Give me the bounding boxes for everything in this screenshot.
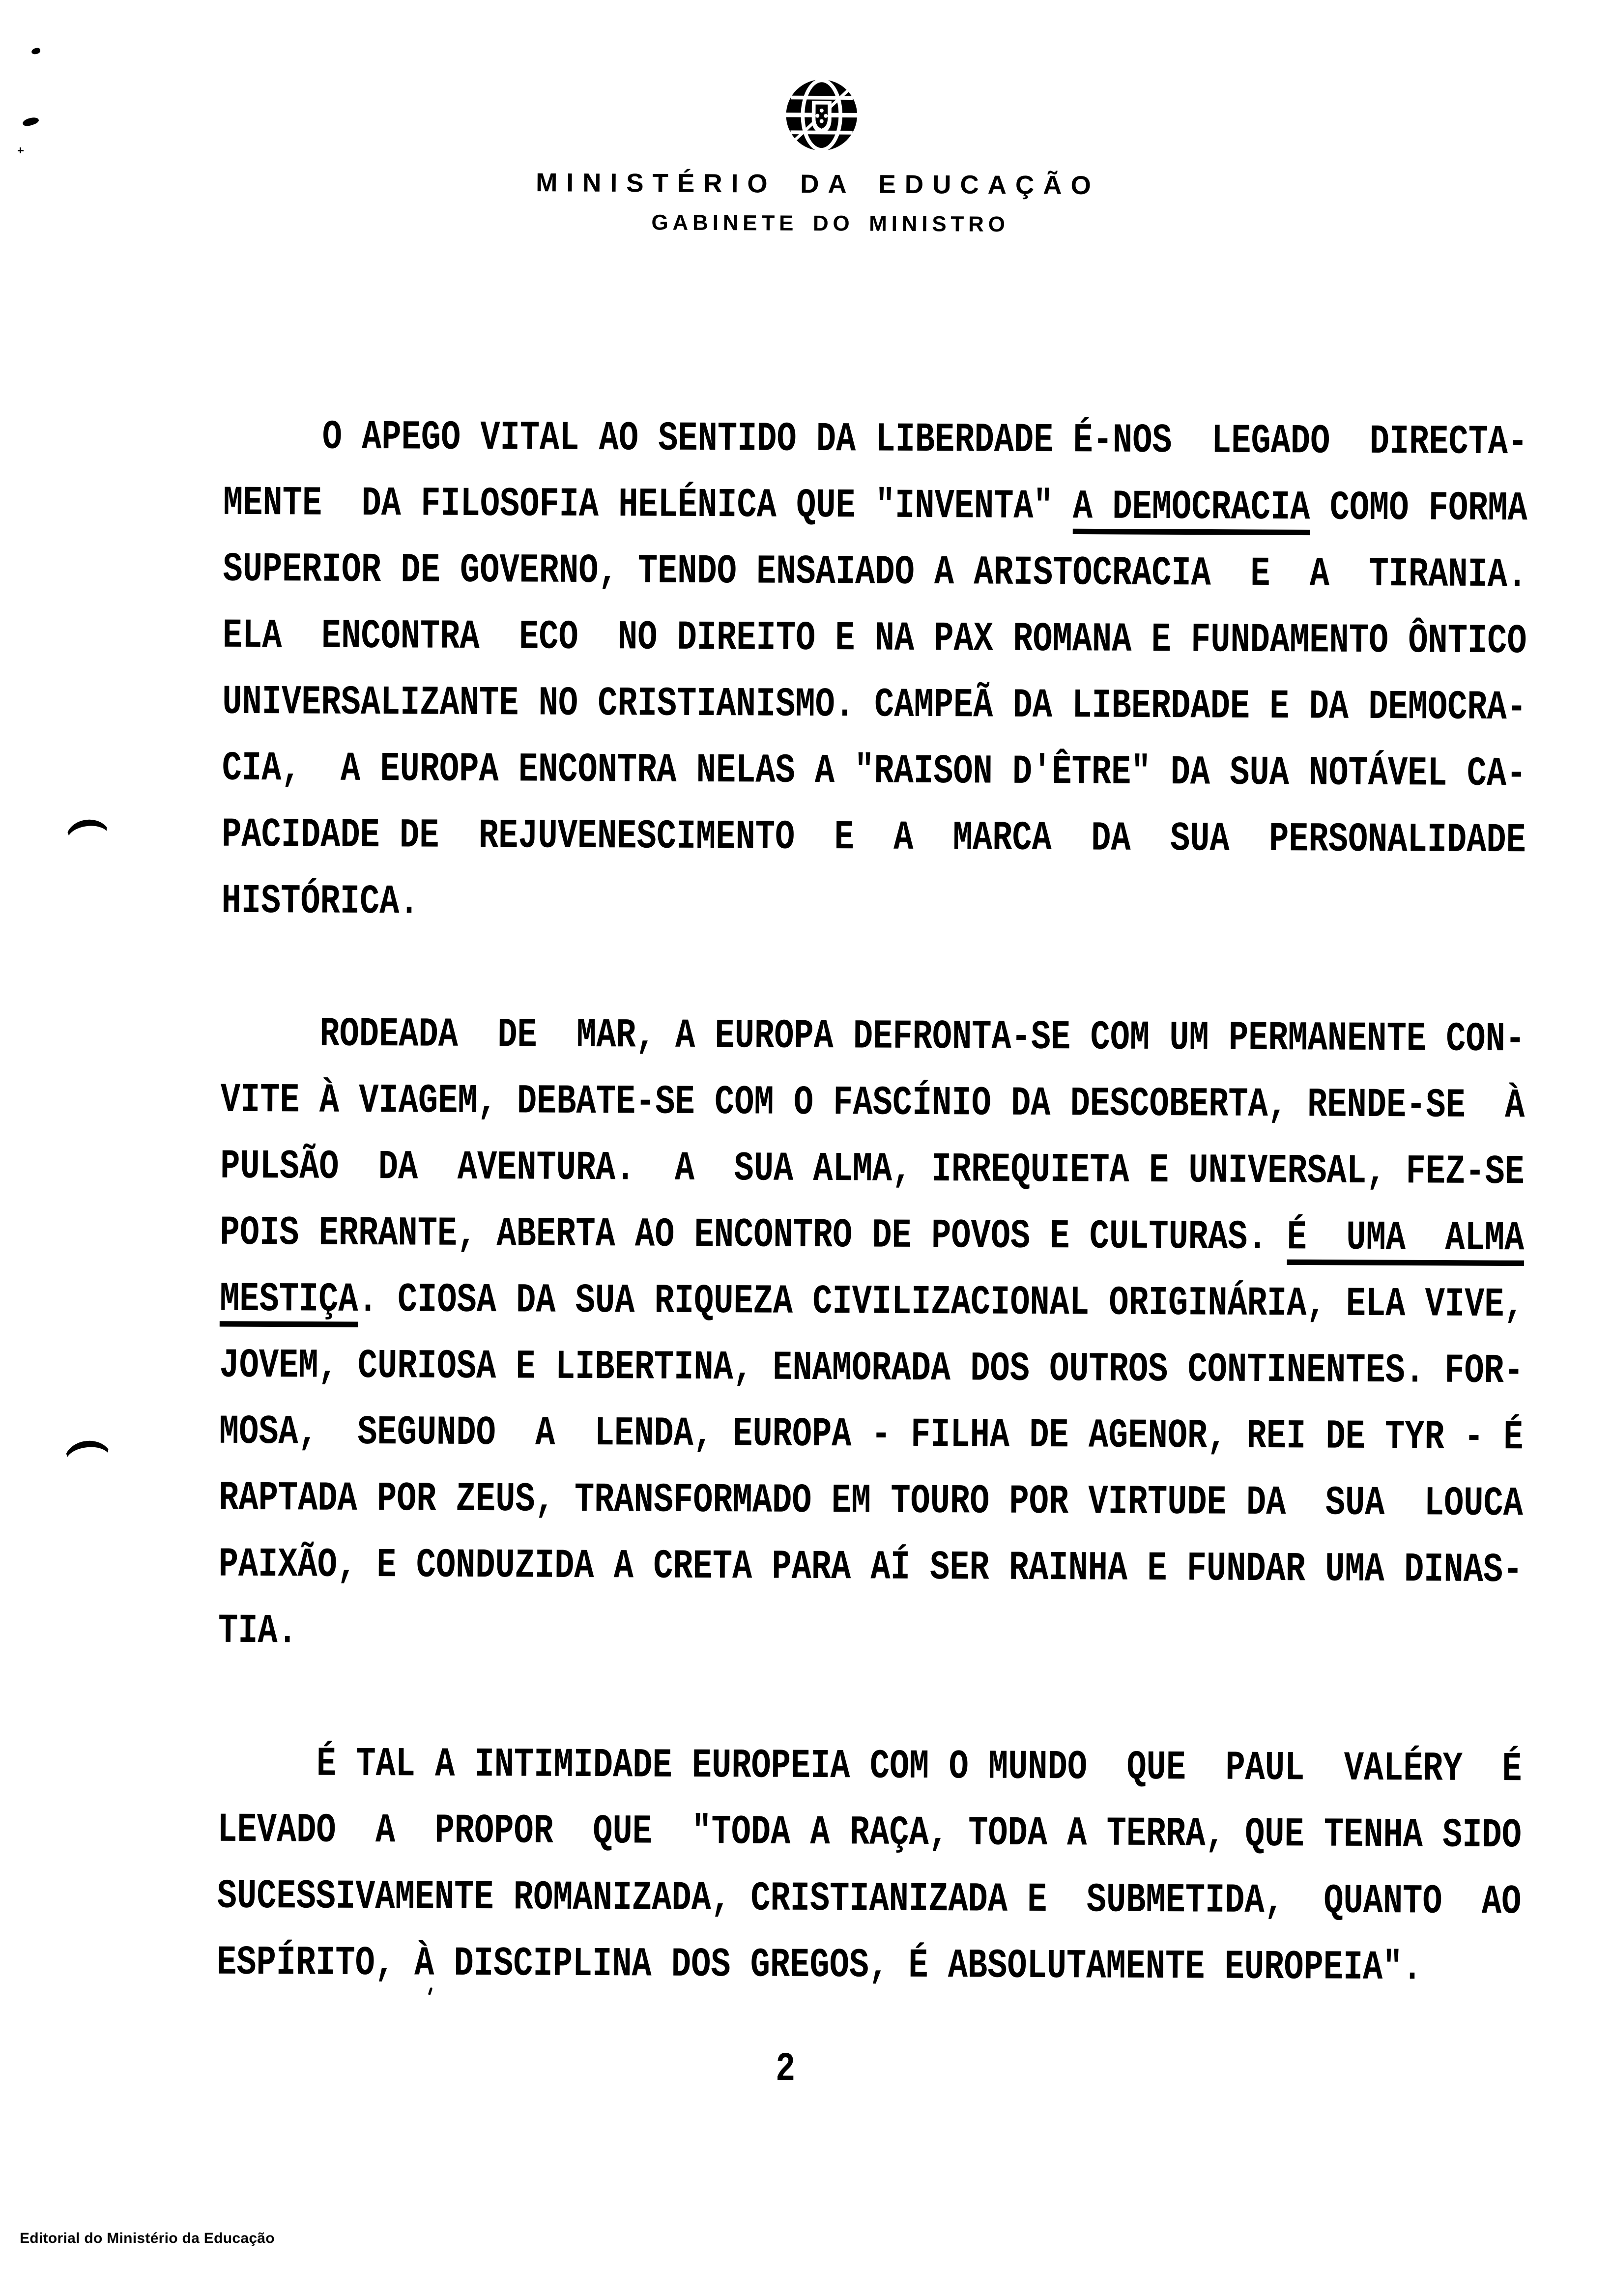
typewritten-line — [220, 1200, 1524, 1272]
text-segment: . CIOSA DA SUA RIQUEZA CIVILIZACIONAL ORIGINÁRIA, ELA VIVE, — [358, 1277, 1524, 1329]
page-number: 2 — [776, 2046, 796, 2093]
typewritten-line — [217, 1864, 1521, 1936]
office-subtitle: GABINETE DO MINISTRO — [651, 210, 1009, 237]
text-segment: RAPTADA POR ZEUS, TRANSFORMADO EM TOURO POR VIRTUDE DA SUA LOUCA — [219, 1475, 1524, 1528]
typewritten-line — [221, 868, 1526, 941]
letterhead — [0, 0, 1612, 237]
text-segment: RODEADA DE MAR, A EUROPA DEFRONTA-SE COM UM PERMANENTE CON- — [221, 1010, 1526, 1063]
text-segment: VITE À VIAGEM, DEBATE-SE COM O FASCÍNIO DA DESCOBERTA, RENDE-SE À — [220, 1077, 1525, 1130]
typewritten-line — [219, 1399, 1524, 1471]
text-segment: MENTE DA FILOSOFIA HELÉNICA QUE "INVENTA" — [223, 480, 1073, 531]
paragraph — [218, 1001, 1526, 1670]
underlined-text: MESTIÇA — [219, 1276, 358, 1324]
footer-imprint: Editorial do Ministério da Educação — [20, 2230, 275, 2246]
typewritten-line — [218, 1598, 1523, 1670]
typewritten-line — [223, 470, 1527, 543]
margin-arc-artifact — [63, 1438, 113, 1468]
typewritten-text-block — [217, 404, 1528, 2002]
typewritten-line — [220, 1266, 1524, 1339]
typewritten-line — [217, 1797, 1522, 1869]
text-segment: SUCESSIVAMENTE ROMANIZADA, CRISTIANIZADA E SUBMETIDA, QUANTO AO — [217, 1873, 1522, 1926]
typewritten-line — [218, 1532, 1523, 1604]
text-segment: HISTÓRICA. — [221, 878, 419, 926]
text-segment: MOSA, SEGUNDO A LENDA, EUROPA - FILHA DE AGENOR, REI DE TYR - É — [219, 1408, 1524, 1462]
ink-blob-artifact — [22, 115, 39, 128]
typewritten-line — [221, 1067, 1525, 1140]
text-segment: LEVADO A PROPOR QUE "TODA A RAÇA, TODA A TERRA, QUE TENHA SIDO — [217, 1807, 1522, 1860]
plus-mark-artifact — [20, 147, 21, 153]
typewritten-line — [222, 736, 1526, 808]
typewritten-line — [218, 1731, 1522, 1803]
underlined-text: A DEMOCRACIA — [1072, 484, 1310, 532]
typewritten-line — [221, 1001, 1525, 1073]
typewritten-line — [217, 1930, 1521, 2002]
text-segment: POIS ERRANTE, ABERTA AO ENCONTRO DE POVOS E CULTURAS. — [220, 1209, 1287, 1262]
typewritten-line — [219, 1465, 1523, 1538]
typewritten-line — [223, 537, 1527, 609]
paragraph — [221, 404, 1527, 941]
text-segment: PACIDADE DE REJUVENESCIMENTO E A MARCA DA SUA PERSONALIDADE — [221, 811, 1526, 864]
text-segment: UNIVERSALIZANTE NO CRISTIANISMO. CAMPEÃ DA LIBERDADE E DA DEMOCRA- — [222, 679, 1527, 732]
typewritten-line — [219, 1333, 1524, 1405]
text-segment: CIA, A EUROPA ENCONTRA NELAS A "RAISON D'ÊTRE" DA SUA NOTÁVEL CA- — [222, 745, 1526, 798]
armillary-sphere-logo-icon — [783, 76, 860, 155]
text-segment: SUPERIOR DE GOVERNO, TENDO ENSAIADO A ARISTOCRACIA E A TIRANIA. — [223, 546, 1527, 599]
underlined-text: É UMA ALMA — [1287, 1214, 1525, 1263]
typewritten-line — [222, 669, 1526, 742]
typewritten-line — [223, 603, 1527, 675]
text-segment: O APEGO VITAL AO SENTIDO DA LIBERDADE É-NOS LEGADO DIRECTA- — [223, 413, 1528, 466]
text-segment: ESPÍRITO, À DISCIPLINA DOS GREGOS, É ABSOLUTAMENTE EUROPEIA". — [216, 1939, 1422, 1992]
typewritten-line — [222, 802, 1526, 874]
paragraph — [217, 1731, 1522, 2002]
text-segment: É TAL A INTIMIDADE EUROPEIA COM O MUNDO QUE PAUL VALÉRY É — [217, 1740, 1522, 1793]
ministry-title: MINISTÉRIO DA EDUCAÇÃO — [536, 168, 1100, 201]
text-segment: COMO FORMA — [1310, 485, 1527, 533]
ink-blob-artifact — [31, 47, 41, 55]
text-segment: JOVEM, CURIOSA E LIBERTINA, ENAMORADA DOS OUTROS CONTINENTES. FOR- — [219, 1342, 1524, 1395]
margin-arc-artifact — [64, 817, 111, 847]
text-segment: PAIXÃO, E CONDUZIDA A CRETA PARA AÍ SER RAINHA E FUNDAR UMA DINAS- — [218, 1541, 1523, 1594]
typewritten-line — [223, 404, 1527, 476]
text-segment: PULSÃO DA AVENTURA. A SUA ALMA, IRREQUIETA E UNIVERSAL, FEZ-SE — [220, 1143, 1525, 1196]
text-segment: ELA ENCONTRA ECO NO DIREITO E NA PAX ROMANA E FUNDAMENTO ÔNTICO — [222, 612, 1527, 665]
typewritten-line — [220, 1134, 1525, 1206]
text-segment: TIA. — [218, 1607, 298, 1655]
